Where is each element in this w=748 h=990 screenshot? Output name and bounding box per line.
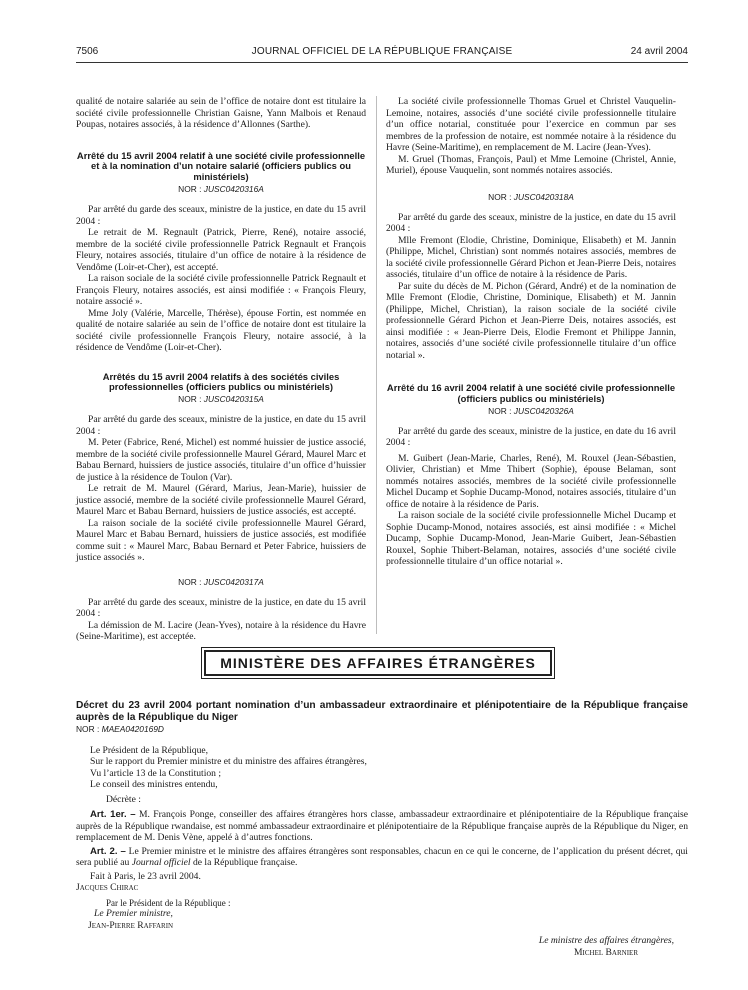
decret-line-2: Sur le rapport du Premier ministre et du ministre des affaires étrangères, xyxy=(90,756,367,768)
arrete-1-nor: NOR : JUSC0420316A xyxy=(178,183,264,194)
right-p1: La société civile professionnelle Thomas Gruel et Christel Vauquelin-Lemoine, notaires, associés d’une société civile professionnelle titulaire d’un office notarial, constituée pour l’exercice en commun par ses membres de la profession de notaire, est nommée notaire à la résidence du Havre (Seine-Maritime), en remplacement de M. Lacire (Jean-Yves). xyxy=(386,96,676,153)
issue-date: 24 avril 2004 xyxy=(630,46,688,57)
column-divider xyxy=(376,96,377,634)
decret-nor: NOR : MAEA0420169D xyxy=(76,724,164,735)
article-2: Art. 2. – Le Premier ministre et le ministre des affaires étrangères sont responsables, chacun en ce qui le concerne, de l’application du présent décret, qui sera publié au Journal officiel de la République française. xyxy=(76,845,688,869)
arrete-3-nor: NOR : JUSC0420326A xyxy=(488,405,574,416)
right-p3: Par arrêté du garde des sceaux, ministre de la justice, en date du 15 avril 2004 : xyxy=(386,211,676,235)
arrete-2-p3: Le retrait de M. Maurel (Gérard, Marius, Jean-Marie), huissier de justice associé, membre de la société civile professionnelle Maurel Gérard, Maurel Marc et Babau Bernard, huissiers de justice associés, est accepté. xyxy=(76,483,366,518)
page-header xyxy=(76,46,688,60)
ministre-title: Le ministre des affaires étrangères, xyxy=(538,935,674,947)
arrete-2b-p1: Par arrêté du garde des sceaux, ministre de la justice, en date du 15 avril 2004 : xyxy=(76,596,366,620)
arrete-1-title: Arrêté du 15 avril 2004 relatif à une société civile professionnelle et à la nomination d’un notaire salarié (officiers publics ou ministériels) xyxy=(76,149,366,183)
decret-section xyxy=(76,700,688,958)
arrete-3-p2: M. Guibert (Jean-Marie, Charles, René), M. Rouxel (Jean-Sébastien, Olivier, Christian) et Mme Thibert (Sophie), épouse Belaman, sont nommés notaires associés, membres de la société civile professionnelle Michel Ducamp et Sophie Ducamp-Monod, notaires associés, titulaire d’un office de notaire à la résidence de Paris. xyxy=(386,452,676,510)
left-column xyxy=(76,96,366,643)
decret-line-4: Le conseil des ministres entendu, xyxy=(90,779,218,791)
arrete-2-p2: M. Peter (Fabrice, René, Michel) est nommé huissier de justice associé, membre de la société civile professionnelle Maurel Gérard, Maurel Marc et Babau Bernard, huissiers de justice associés, titulaire d’un office d’huissier de justice à la résidence de Toulon (Var). xyxy=(76,437,366,483)
right-p5: Par suite du décès de M. Pichon (Gérard, André) et de la nomination de Mlle Fremont (Elodie, Christine, Dominique, Elisabeth) et M. Jannin (Philippe, Michel, Christian), la raison sociale de la société civile professionnelle Gérard Pichon et Jean-Pierre Deis, notaires associés, est ainsi modifiée : « Jean-Pierre Deis, Elodie Fremont et Philippe Jannin, notaires, associés d’une société civile professionnelle titulaire d’un office notarial ». xyxy=(386,280,676,361)
ministry-heading: MINISTÈRE DES AFFAIRES ÉTRANGÈRES xyxy=(220,655,536,671)
arrete-2-p4: La raison sociale de la société civile professionnelle Maurel Gérard, Maurel Marc et Babau Bernard, huissiers de justice associés, est modifiée comme suit : « Maurel Marc, Babau Bernard et Peter Fabrice, huissiers de justice associés ». xyxy=(76,517,366,564)
arrete-2-p1: Par arrêté du garde des sceaux, ministre de la justice, en date du 15 avril 2004 : xyxy=(76,414,366,437)
article-1: Art. 1er. – M. François Ponge, conseiller des affaires étrangères hors classe, ambassadeur extraordinaire et plénipotentiaire de la République française auprès de la République rwandaise, est nommé ambassadeur extraordinaire et plénipotentiaire de la République française auprès de la République du Niger, en remplacement de M. Denis Vène, appelé à d’autres fonctions. xyxy=(76,809,688,844)
page-number: 7506 xyxy=(76,46,99,57)
arrete-3-title: Arrêté du 16 avril 2004 relatif à une société civile professionnelle (officiers publics ou ministériels) xyxy=(386,382,676,404)
decret-line-3: Vu l’article 13 de la Constitution ; xyxy=(90,767,222,779)
decret-title: Décret du 23 avril 2004 portant nomination d’un ambassadeur extraordinaire et plénipotentiaire de la République française auprès de la République du Niger xyxy=(76,700,688,723)
arrete-2-title: Arrêtés du 15 avril 2004 relatifs à des sociétés civiles professionnelles (officiers publics ou ministériels) xyxy=(102,370,340,393)
arrete-2b-p2: La démission de M. Lacire (Jean-Yves), notaire à la résidence du Havre (Seine-Maritime), est acceptée. xyxy=(76,619,366,643)
premier-ministre-name: Jean-Pierre Raffarin xyxy=(88,919,174,931)
journal-title: JOURNAL OFFICIEL DE LA RÉPUBLIQUE FRANÇAISE xyxy=(251,46,513,57)
right-p4: Mlle Fremont (Elodie, Christine, Dominique, Elisabeth) et M. Jannin (Philippe, Michel, Christian) sont nommés notaires associés, membres de la société civile professionnelle Gérard Pichon et Jean-Pierre Deis, notaires associés, titulaire d’un office de notaire à la résidence de Paris. xyxy=(386,234,676,281)
signature-president: Jacques Chirac xyxy=(76,882,139,894)
arrete-1-p4: Mme Joly (Valérie, Marcelle, Thérèse), épouse Fortin, est nommée en qualité de notaire salariée au sein de l’office de notaire dont est titulaire la société civile professionnelle François Fleury, notaire associé, à la résidence de Vendôme (Loir-et-Cher). xyxy=(76,307,366,354)
right-nor-1: NOR : JUSC0420318A xyxy=(488,191,574,202)
fait-a-paris: Fait à Paris, le 23 avril 2004. xyxy=(90,870,201,882)
arrete-3-p1: Par arrêté du garde des sceaux, ministre de la justice, en date du 16 avril 2004 : xyxy=(386,425,676,449)
premier-ministre-title: Le Premier ministre, xyxy=(94,908,173,920)
intro-paragraph: qualité de notaire salariée au sein de l’office de notaire dont est titulaire la société civile professionnelle Christian Gaisne, Yann Malbois et Renaud Poupas, notaires associés, à la résidence d’Allonnes (Sarthe). xyxy=(76,96,366,130)
ministre-name: Michel Barnier xyxy=(574,946,638,958)
arrete-1-p1: Par arrêté du garde des sceaux, ministre de la justice, en date du 15 avril 2004 : xyxy=(76,204,366,227)
arrete-3-p3: La raison sociale de la société civile professionnelle Michel Ducamp et Sophie Ducamp-Monod, notaires associés, est ainsi modifiée : « Michel Ducamp, Sophie Ducamp-Monod, Jean-Marie Guibert, Jean-Sébastien Rouxel, Sophie Thibert-Belaman, notaires, associés d’une société civile professionnelle titulaire d’un office notarial ». xyxy=(386,510,676,568)
header-rule xyxy=(76,62,688,63)
par-le-president: Par le Président de la République : xyxy=(106,897,231,908)
decrete: Décrète : xyxy=(106,793,141,805)
ministry-heading-box xyxy=(204,650,552,676)
arrete-2b-nor: NOR : JUSC0420317A xyxy=(178,576,264,587)
right-p2: M. Gruel (Thomas, François, Paul) et Mme Lemoine (Christel, Annie, Muriel), épouse Vauquelin, sont nommés notaires associés. xyxy=(386,153,676,176)
arrete-1-p3: La raison sociale de la société civile professionnelle Patrick Regnault et François Fleury, notaires associés, est ainsi modifiée : « François Fleury, notaire associé ». xyxy=(76,273,366,308)
arrete-2-nor: NOR : JUSC0420315A xyxy=(178,394,264,405)
right-column xyxy=(386,96,676,568)
decret-line-1: Le Président de la République, xyxy=(90,744,209,756)
arrete-1-p2: Le retrait de M. Regnault (Patrick, Pierre, René), notaire associé, membre de la société civile professionnelle Patrick Regnault et François Fleury, notaires associés, titulaire d’un office de notaire à la résidence de Vendôme (Loir-et-Cher), est accepté. xyxy=(76,227,366,273)
